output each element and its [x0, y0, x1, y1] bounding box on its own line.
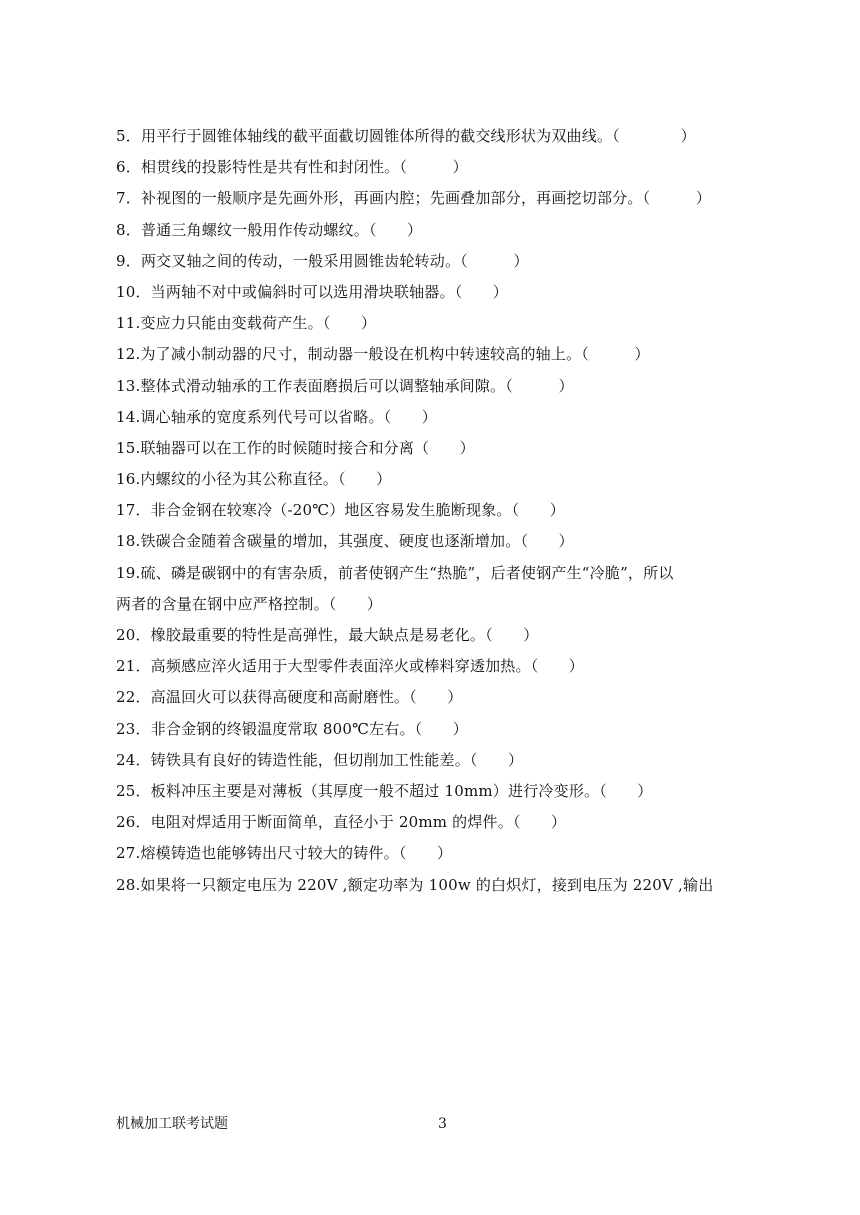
question-line: 26．电阻对焊适用于断面简单，直径小于 20mm 的焊件。（ ）	[116, 813, 567, 832]
page-number: 3	[438, 1116, 447, 1132]
question-line: 25．板料冲压主要是对薄板（其厚度一般不超过 10mm）进行冷变形。（ ）	[116, 781, 653, 800]
question-line: 28.如果将一只额定电压为 220V ,额定功率为 100w 的白炽灯，接到电压为 220V ,输出	[116, 875, 714, 894]
question-line: 11.变应力只能由变载荷产生。（ ）	[116, 314, 377, 333]
question-line: 14.调心轴承的宽度系列代号可以省略。（ ）	[116, 407, 437, 426]
question-line: 6．相贯线的投影特性是共有性和封闭性。（ ）	[116, 158, 468, 177]
question-line: 27.熔模铸造也能够铸出尺寸较大的铸件。（ ）	[116, 844, 453, 863]
question-line: 23．非合金钢的终锻温度常取 800℃左右。（ ）	[116, 719, 468, 738]
footer-title: 机械加工联考试题	[116, 1116, 228, 1132]
question-line: 10．当两轴不对中或偏斜时可以选用滑块联轴器。（ ）	[116, 282, 508, 301]
question-line: 12.为了减小制动器的尺寸，制动器一般设在机构中转速较高的轴上。（ ）	[116, 345, 650, 364]
question-line: 5．用平行于圆锥体轴线的截平面截切圆锥体所得的截交线形状为双曲线。（ ）	[116, 127, 696, 145]
question-line: 19.硫、磷是碳钢中的有害杂质，前者使钢产生“热脆”，后者使钢产生“冷脆”，所以	[116, 563, 674, 582]
question-line: 21．高频感应淬火适用于大型零件表面淬火或棒料穿透加热。（ ）	[116, 657, 584, 676]
question-line: 13.整体式滑动轴承的工作表面磨损后可以调整轴承间隙。（ ）	[116, 376, 574, 395]
question-line: 20．橡胶最重要的特性是高弹性，最大缺点是易老化。（ ）	[116, 626, 539, 644]
question-line: 16.内螺纹的小径为其公称直径。（ ）	[116, 470, 392, 489]
question-line: 17．非合金钢在较寒冷（-20℃）地区容易发生脆断现象。（ ）	[116, 501, 565, 520]
question-line: 7．补视图的一般顺序是先画外形，再画内腔；先画叠加部分，再画挖切部分。（ ）	[116, 189, 712, 208]
question-line: 15.联轴器可以在工作的时候随时接合和分离（ ）	[116, 438, 475, 457]
question-line: 22．高温回火可以获得高硬度和高耐磨性。（ ）	[116, 688, 463, 707]
question-line: 8．普通三角螺纹一般用作传动螺纹。（ ）	[116, 220, 423, 239]
question-line: 18.铁碳合金随着含碳量的增加，其强度、硬度也逐渐增加。（ ）	[116, 532, 574, 551]
question-line: 两者的含量在钢中应严格控制。（ ）	[116, 594, 383, 613]
question-line: 24．铸铁具有良好的铸造性能，但切削加工性能差。（ ）	[116, 750, 524, 769]
question-list	[116, 121, 776, 901]
question-line: 9．两交叉轴之间的传动，一般采用圆锥齿轮转动。（ ）	[116, 251, 529, 270]
